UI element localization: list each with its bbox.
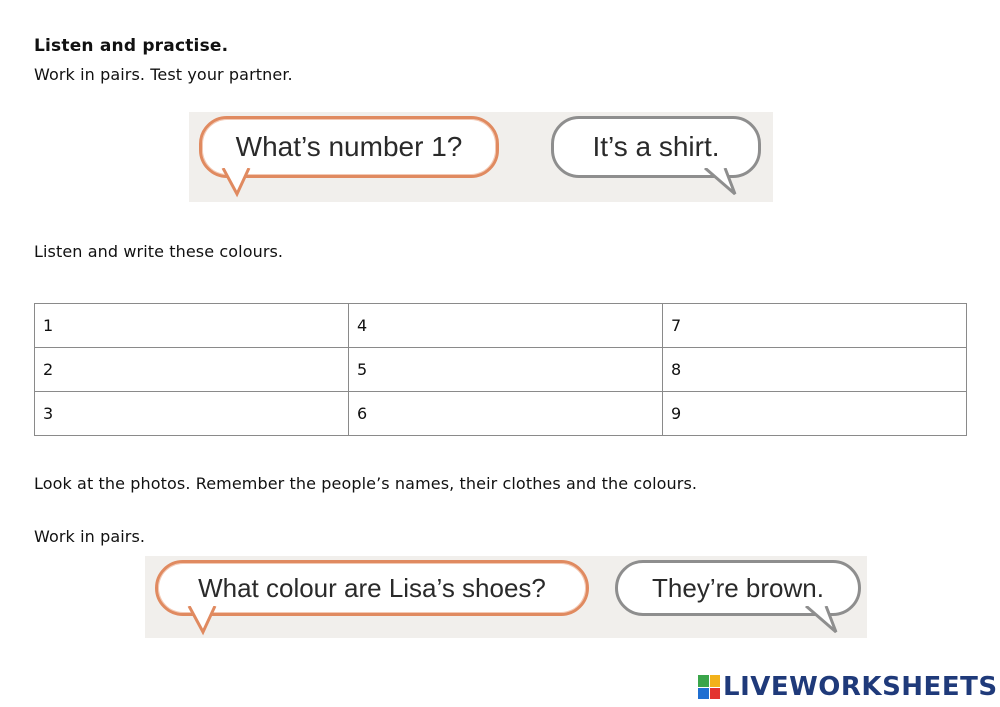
speech-bubble-image-2 — [145, 556, 867, 638]
table-cell[interactable]: 4 — [349, 304, 663, 348]
table-row — [35, 392, 967, 436]
section-heading: Listen and practise. — [34, 36, 229, 56]
pair-instruction: Work in pairs. Test your partner. — [34, 65, 293, 84]
table-cell[interactable]: 6 — [349, 392, 663, 436]
colours-table — [34, 303, 967, 436]
table-cell[interactable]: 3 — [35, 392, 349, 436]
table-cell[interactable]: 9 — [663, 392, 967, 436]
table-cell[interactable]: 8 — [663, 348, 967, 392]
photos-instruction: Look at the photos. Remember the people’s names, their clothes and the colours. — [34, 474, 698, 493]
question-bubble-text: What’s number 1? — [235, 131, 463, 162]
bubble-tail-icon — [699, 168, 743, 198]
table-row — [35, 304, 967, 348]
bubble-tail-icon — [800, 606, 844, 636]
bubble-tail-icon — [185, 606, 225, 636]
speech-bubble-image-1 — [189, 112, 773, 202]
answer-bubble-text: It’s a shirt. — [592, 131, 720, 162]
answer-bubble-text: They’re brown. — [652, 572, 824, 603]
table-row — [35, 348, 967, 392]
logo-icon — [698, 675, 720, 699]
bubble-tail-icon — [219, 168, 259, 198]
table-cell[interactable]: 2 — [35, 348, 349, 392]
table-cell[interactable]: 7 — [663, 304, 967, 348]
table-cell[interactable]: 5 — [349, 348, 663, 392]
question-bubble-text: What colour are Lisa’s shoes? — [198, 572, 546, 603]
table-cell[interactable]: 1 — [35, 304, 349, 348]
liveworksheets-logo — [698, 672, 998, 702]
pairs-instruction: Work in pairs. — [34, 527, 146, 546]
colours-instruction: Listen and write these colours. — [34, 242, 284, 261]
logo-text: LIVEWORKSHEETS — [723, 672, 998, 702]
